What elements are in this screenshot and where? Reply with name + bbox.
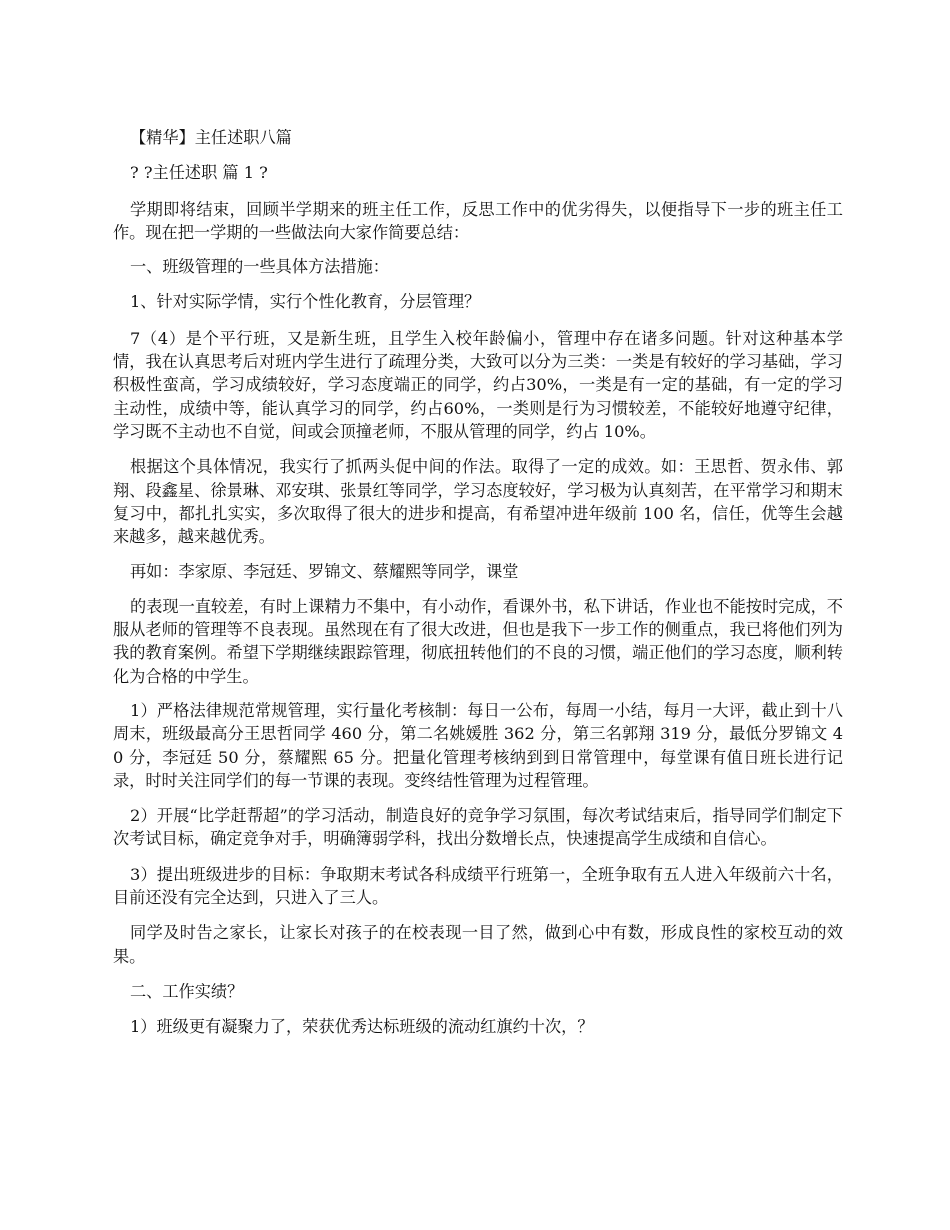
- heading-work-achievements: 二、工作实绩？: [130, 981, 244, 1001]
- paragraph-quantified-assessment: 1）严格法律规范常规管理，实行量化考核制：每日一公布，每周一小结，每月一大评，截止到十八周末，班级最高分王思哲同学 460 分，第二名姚媛胜 362 分，第三名郭翔 319 分，最低分罗锦文 40 分，李冠廷 50 分，蔡耀熙 65 分。把量化管理考核纳到到日常管理中，每堂课有值日班长进行记录，时时关注同学们的每一节课的表现。变终结性管理为过程管理。: [113, 700, 843, 790]
- paragraph-class-goals: 3）提出班级进步的目标：争取期末考试各科成绩平行班第一，全班争取有五人进入年级前六十名，目前还没有完全达到，只进入了三人。: [113, 864, 843, 908]
- paragraph-student-classification: 7（4）是个平行班，又是新生班，且学生入校年龄偏小，管理中存在诸多问题。针对这种基本学情，我在认真思考后对班内学生进行了疏理分类，大致可以分为三类：一类是有较好的学习基础，学习积极性蛮高，学习成绩较好，学习态度端正的同学，约占30%，一类是有一定的基础，有一定的学习主动性，成绩中等，能认真学习的同学，约占60%，一类则是行为习惯较差，不能较好地遵守纪律，学习既不主动也不自觉，间或会顶撞老师，不服从管理的同学，约占 10%。: [113, 328, 843, 441]
- paragraph-class-cohesion: 1）班级更有凝聚力了，荣获优秀达标班级的流动红旗约十次，？: [130, 1017, 594, 1037]
- paragraph-parent-communication: 同学及时告之家长，让家长对孩子的在校表现一目了然，做到心中有数，形成良性的家校互动的效果。: [113, 923, 843, 966]
- paragraph-student-behavior: 的表现一直较差，有时上课精力不集中，有小动作，看课外书，私下讲话，作业也不能按时完成，不服从老师的管理等不良表现。虽然现在有了很大改进，但也是我下一步工作的侧重点，我已将他们列为我的教育案例。希望下学期继续跟踪管理，彻底扭转他们的不良的习惯，端正他们的学习态度，顺利转化为合格的中学生。: [113, 596, 843, 686]
- paragraph-intro: 学期即将结束，回顾半学期来的班主任工作，反思工作中的优劣得失，以便指导下一步的班主任工作。现在把一学期的一些做法向大家作简要总结：: [113, 199, 843, 242]
- heading-class-management: 一、班级管理的一些具体方法措施：: [130, 257, 389, 277]
- subheading-individualized-education: 1、针对实际学情，实行个性化教育，分层管理？: [130, 292, 481, 312]
- section-heading: ? ?主任述职 篇 1 ?: [130, 163, 268, 183]
- document-title: 【精华】主任述职八篇: [130, 128, 292, 147]
- paragraph-learning-activity: 2）开展“比学赶帮超”的学习活动，制造良好的竞争学习氛围，每次考试结束后，指导同学们制定下次考试目标，确定竞争对手，明确簿弱学科，找出分数增长点，快速提高学生成绩和自信心。: [113, 806, 843, 849]
- paragraph-method-results: 根据这个具体情况，我实行了抓两头促中间的作法。取得了一定的成效。如：王思哲、贺永伟、郭翔、段鑫星、徐景琳、邓安琪、张景红等同学，学习态度较好，学习极为认真刻苦，在平常学习和期末复习中，都扎扎实实，多次取得了很大的进步和提高，有希望冲进年级前 100 名，信任，优等生会越来越多，越来越优秀。: [113, 457, 843, 547]
- document-body: [113, 126, 843, 1051]
- paragraph-example-students: 再如：李家原、李冠廷、罗锦文、蔡耀熙等同学，课堂: [130, 562, 519, 582]
